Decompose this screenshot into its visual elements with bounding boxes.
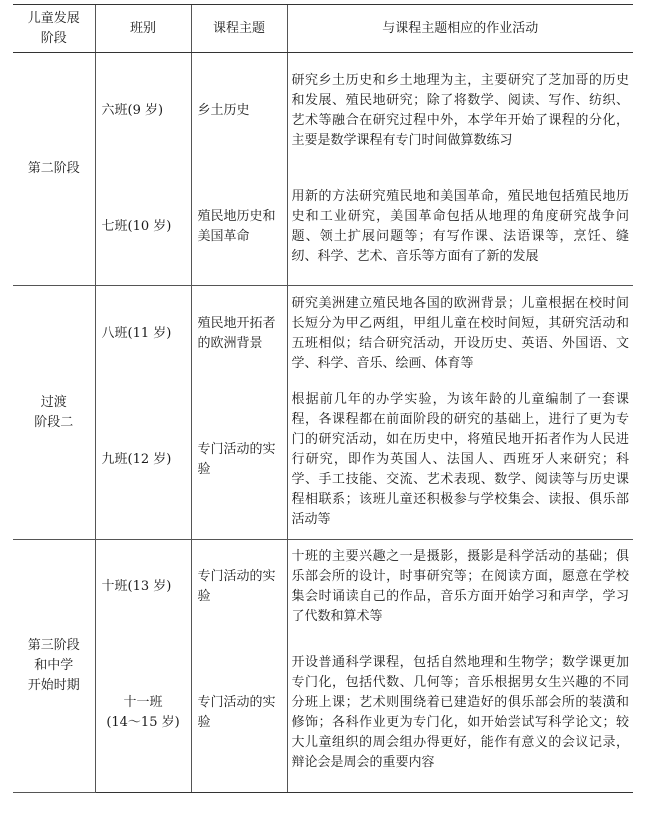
stage-cell: 第三阶段 和中学 开始时期 [13, 540, 95, 793]
class-cell: 九班(12 岁) [95, 382, 191, 540]
topic-cell: 专门活动的实验 [191, 540, 287, 635]
header-stage: 儿童发展 阶段 [13, 5, 95, 53]
activity-cell: 用新的方法研究殖民地和美国革命，殖民地包括殖民地历史和工业研究，美国革命包括从地理的角度研究战争问题、领土扩展问题等；有写作课、法语课等，烹饪、缝纫、科学、艺术、音乐等方面有了新的发展 [287, 170, 633, 286]
header-row [13, 5, 633, 53]
stage-cell: 第二阶段 [13, 53, 95, 286]
curriculum-table [13, 4, 633, 793]
topic-cell: 殖民地开拓者的欧洲背景 [191, 286, 287, 382]
topic-cell: 专门活动的实验 [191, 382, 287, 540]
table-row [13, 382, 633, 540]
class-cell: 六班(9 岁) [95, 53, 191, 170]
activity-cell: 开设普通科学课程，包括自然地理和生物学；数学课更加专门化，包括代数、几何等；音乐根据男女生兴趣的不同分班上课；艺术则围绕着已建造好的俱乐部会所的装潢和修饰；各科作业更为专门化，如开始尝试写科学论文；较大儿童组织的周会组办得更好，能作有意义的会议记录，辩论会是周会的重要内容 [287, 635, 633, 793]
table-row [13, 635, 633, 793]
topic-cell: 乡土历史 [191, 53, 287, 170]
activity-cell: 研究美洲建立殖民地各国的欧洲背景；儿童根据在校时间长短分为甲乙两组，甲组儿童在校时间短，其研究活动和五班相似；结合研究活动，开设历史、英语、外国语、文学、科学、音乐、绘画、体育等 [287, 286, 633, 382]
class-cell: 十一班 (14～15 岁) [95, 635, 191, 793]
class-cell: 十班(13 岁) [95, 540, 191, 635]
header-class: 班别 [95, 5, 191, 53]
activity-cell: 研究乡土历史和乡土地理为主，主要研究了芝加哥的历史和发展、殖民地研究；除了将数学、阅读、写作、纺织、艺术等融合在研究过程中外，本学年开始了课程的分化，主要是数学课程有专门时间做算数练习 [287, 53, 633, 170]
table-row [13, 53, 633, 170]
header-topic: 课程主题 [191, 5, 287, 53]
topic-cell: 殖民地历史和美国革命 [191, 170, 287, 286]
stage-cell: 过渡 阶段二 [13, 286, 95, 540]
table-row [13, 286, 633, 382]
table-row [13, 540, 633, 635]
table-row [13, 170, 633, 286]
class-cell: 八班(11 岁) [95, 286, 191, 382]
header-activities: 与课程主题相应的作业活动 [287, 5, 633, 53]
activity-cell: 根据前几年的办学实验，为该年龄的儿童编制了一套课程，各课程都在前面阶段的研究的基础上，进行了更为专门的研究活动，如在历史中，将殖民地开拓者作为人民进行研究，即作为英国人、法国人、西班牙人来研究；科学、手工技能、交流、艺术表现、数学、阅读等与历史课程相联系；该班儿童还积极参与学校集会、读报、俱乐部活动等 [287, 382, 633, 540]
topic-cell: 专门活动的实验 [191, 635, 287, 793]
activity-cell: 十班的主要兴趣之一是摄影，摄影是科学活动的基础；俱乐部会所的设计，时事研究等；在阅读方面，愿意在学校集会时诵读自己的作品，音乐方面开始学习和声学，学习了代数和算术等 [287, 540, 633, 635]
class-cell: 七班(10 岁) [95, 170, 191, 286]
